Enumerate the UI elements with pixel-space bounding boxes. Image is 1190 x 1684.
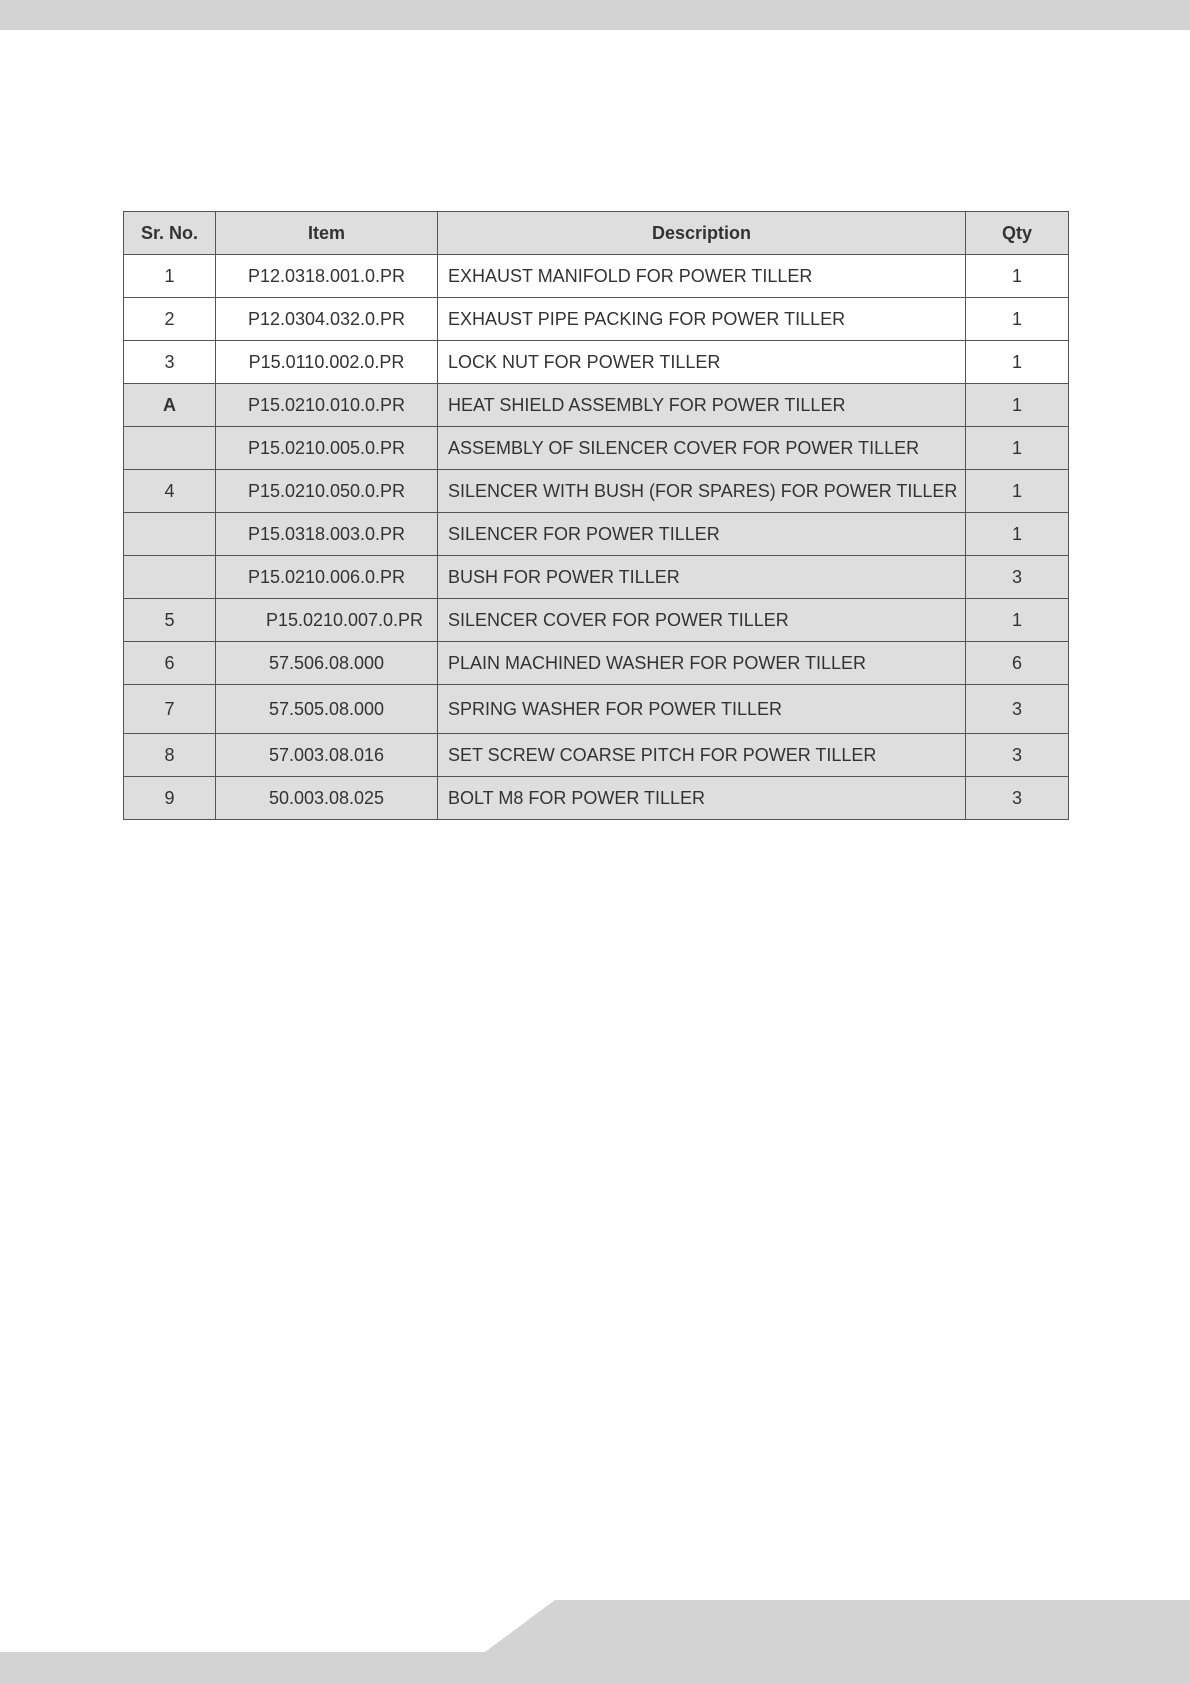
sr-no-cell: 2 — [124, 298, 216, 341]
sr-no-cell: A — [124, 384, 216, 427]
description-cell: HEAT SHIELD ASSEMBLY FOR POWER TILLER — [438, 384, 966, 427]
description-cell: BOLT M8 FOR POWER TILLER — [438, 777, 966, 820]
sr-no-cell — [124, 513, 216, 556]
table-row — [124, 298, 1069, 341]
sr-no-cell: 8 — [124, 734, 216, 777]
qty-cell: 1 — [966, 470, 1069, 513]
table-row — [124, 384, 1069, 427]
qty-cell: 1 — [966, 427, 1069, 470]
item-cell: 57.506.08.000 — [216, 642, 438, 685]
qty-cell: 3 — [966, 734, 1069, 777]
description-cell: BUSH FOR POWER TILLER — [438, 556, 966, 599]
sr-no-cell: 6 — [124, 642, 216, 685]
item-cell: P12.0318.001.0.PR — [216, 255, 438, 298]
description-cell: SET SCREW COARSE PITCH FOR POWER TILLER — [438, 734, 966, 777]
description-cell: ASSEMBLY OF SILENCER COVER FOR POWER TILLER — [438, 427, 966, 470]
table-row — [124, 556, 1069, 599]
item-cell: P15.0210.005.0.PR — [216, 427, 438, 470]
qty-cell: 3 — [966, 556, 1069, 599]
description-cell: SILENCER FOR POWER TILLER — [438, 513, 966, 556]
item-cell: P12.0304.032.0.PR — [216, 298, 438, 341]
header-sr-no: Sr. No. — [124, 212, 216, 255]
item-cell: 57.003.08.016 — [216, 734, 438, 777]
description-cell: LOCK NUT FOR POWER TILLER — [438, 341, 966, 384]
table-row — [124, 685, 1069, 734]
description-cell: SPRING WASHER FOR POWER TILLER — [438, 685, 966, 734]
description-cell: SILENCER WITH BUSH (FOR SPARES) FOR POWER TILLER — [438, 470, 966, 513]
item-cell: P15.0210.050.0.PR — [216, 470, 438, 513]
footer-band — [0, 1600, 1190, 1684]
item-cell: P15.0210.007.0.PR — [216, 599, 438, 642]
item-cell: 50.003.08.025 — [216, 777, 438, 820]
table-row — [124, 599, 1069, 642]
description-cell: EXHAUST MANIFOLD FOR POWER TILLER — [438, 255, 966, 298]
description-cell: PLAIN MACHINED WASHER FOR POWER TILLER — [438, 642, 966, 685]
sr-no-cell: 3 — [124, 341, 216, 384]
item-cell: 57.505.08.000 — [216, 685, 438, 734]
qty-cell: 1 — [966, 298, 1069, 341]
table-row — [124, 642, 1069, 685]
header-description: Description — [438, 212, 966, 255]
sr-no-cell: 9 — [124, 777, 216, 820]
sr-no-cell: 4 — [124, 470, 216, 513]
parts-table — [123, 211, 1069, 820]
header-qty: Qty — [966, 212, 1069, 255]
top-band — [0, 0, 1190, 30]
item-cell: P15.0210.006.0.PR — [216, 556, 438, 599]
qty-cell: 3 — [966, 685, 1069, 734]
table-row — [124, 777, 1069, 820]
description-cell: EXHAUST PIPE PACKING FOR POWER TILLER — [438, 298, 966, 341]
table-row — [124, 470, 1069, 513]
sr-no-cell: 7 — [124, 685, 216, 734]
qty-cell: 1 — [966, 599, 1069, 642]
qty-cell: 1 — [966, 384, 1069, 427]
table-header-row — [124, 212, 1069, 255]
qty-cell: 1 — [966, 513, 1069, 556]
qty-cell: 3 — [966, 777, 1069, 820]
sr-no-cell: 5 — [124, 599, 216, 642]
table-row — [124, 513, 1069, 556]
table-row — [124, 427, 1069, 470]
qty-cell: 1 — [966, 255, 1069, 298]
table-row — [124, 734, 1069, 777]
table-row — [124, 341, 1069, 384]
sr-no-cell — [124, 427, 216, 470]
item-cell: P15.0210.010.0.PR — [216, 384, 438, 427]
description-cell: SILENCER COVER FOR POWER TILLER — [438, 599, 966, 642]
header-item: Item — [216, 212, 438, 255]
item-cell: P15.0110.002.0.PR — [216, 341, 438, 384]
qty-cell: 6 — [966, 642, 1069, 685]
sr-no-cell: 1 — [124, 255, 216, 298]
sr-no-cell — [124, 556, 216, 599]
item-cell: P15.0318.003.0.PR — [216, 513, 438, 556]
table-row — [124, 255, 1069, 298]
qty-cell: 1 — [966, 341, 1069, 384]
